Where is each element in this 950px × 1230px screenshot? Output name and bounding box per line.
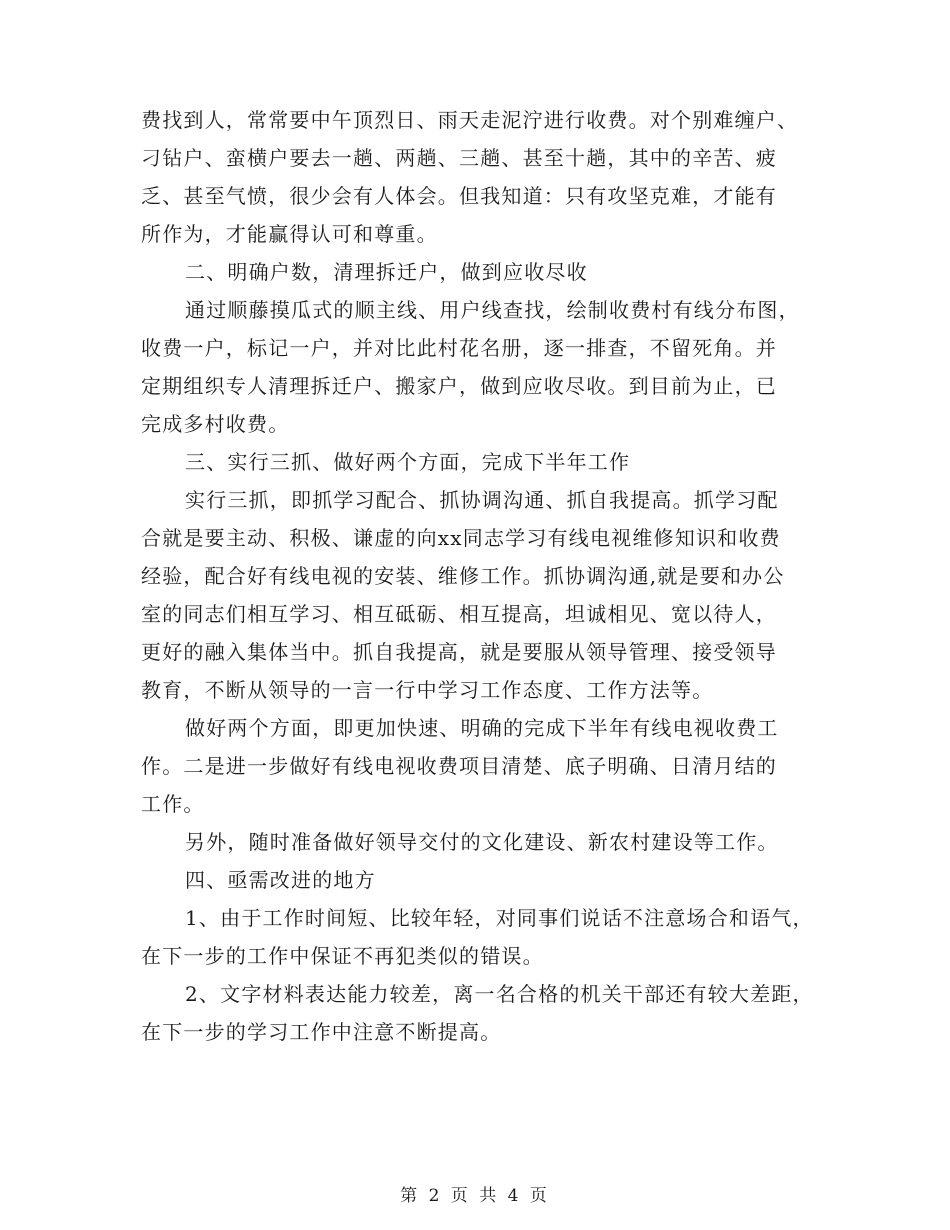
- text-line: 合就是要主动、积极、谦虚的向xx同志学习有线电视维修知识和收费: [141, 526, 781, 550]
- text-line: 室的同志们相互学习、相互砥砺、相互提高，坦诚相见、宽以待人，: [141, 602, 777, 626]
- document-body: [141, 101, 821, 1051]
- section-heading: 二、明确户数，清理拆迁户，做到应收尽收: [185, 260, 588, 284]
- text-line: 收费一户，标记一户，并对比此村花名册，逐一排查，不留死角。并: [141, 336, 777, 360]
- text-line: 1、由于工作时间短、比较年轻，对同事们说话不注意场合和语气，: [185, 906, 814, 930]
- page-number-footer: 第 2 页 共 4 页: [400, 1186, 550, 1206]
- text-line: 工作。: [141, 792, 205, 816]
- text-line: 经验，配合好有线电视的安装、维修工作。抓协调沟通,就是要和办公: [141, 564, 785, 588]
- text-line: 在下一步的学习工作中注意不断提高。: [141, 1020, 502, 1044]
- text-line: 更好的融入集体当中。抓自我提高，就是要服从领导管理、接受领导: [141, 640, 777, 664]
- text-line: 教育，不断从领导的一言一行中学习工作态度、工作方法等。: [141, 678, 714, 702]
- text-line: 定期组织专人清理拆迁户、搬家户，做到应收尽收。到目前为止，已: [141, 374, 777, 398]
- text-line: 作。二是进一步做好有线电视收费项目清楚、底子明确、日清月结的: [141, 754, 777, 778]
- text-line: 完成多村收费。: [141, 412, 290, 436]
- text-line: 做好两个方面，即更加快速、明确的完成下半年有线电视收费工: [185, 716, 779, 740]
- text-line: 刁钻户、蛮横户要去一趟、两趟、三趟、甚至十趟，其中的辛苦、疲: [141, 146, 777, 170]
- section-heading: 三、实行三抓、做好两个方面，完成下半年工作: [185, 450, 631, 474]
- section-heading: 四、亟需改进的地方: [185, 868, 376, 892]
- body-text: [141, 101, 821, 1051]
- text-line: 在下一步的工作中保证不再犯类似的错误。: [141, 944, 544, 968]
- text-line: 乏、甚至气愤，很少会有人体会。但我知道：只有攻坚克难，才能有: [141, 184, 777, 208]
- text-line: 实行三抓，即抓学习配合、抓协调沟通、抓自我提高。抓学习配: [185, 488, 779, 512]
- text-line: 另外，随时准备做好领导交付的文化建设、新农村建设等工作。: [185, 830, 779, 854]
- text-line: 通过顺藤摸瓜式的顺主线、用户线查找，绘制收费村有线分布图，: [185, 298, 800, 322]
- text-line: 2、文字材料表达能力较差，离一名合格的机关干部还有较大差距，: [185, 982, 814, 1006]
- text-line: 所作为，才能赢得认可和尊重。: [141, 222, 438, 246]
- text-line: 费找到人，常常要中午顶烈日、雨天走泥泞进行收费。对个别难缠户、: [141, 108, 799, 132]
